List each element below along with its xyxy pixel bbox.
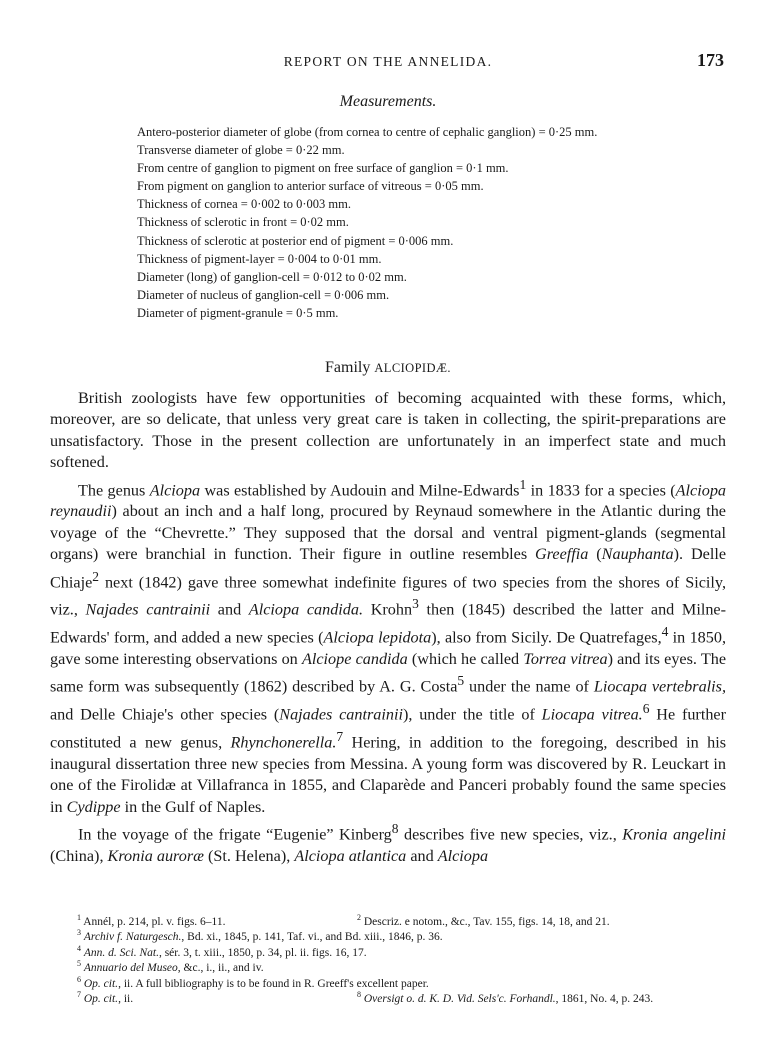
body-text	[50, 388, 726, 867]
footnote-row	[77, 987, 727, 1005]
footnote-7: $^7$ Op. cit., ii.	[77, 989, 134, 1005]
footnote-row	[77, 910, 727, 928]
running-head	[0, 50, 776, 74]
measurement-item: Thickness of cornea = 0·002 to 0·003 mm.	[137, 197, 351, 212]
measurement-item: Thickness of pigment-layer = 0·004 to 0·01 mm.	[137, 251, 382, 266]
page-number: 173	[697, 50, 724, 70]
measurement-item: From centre of ganglion to pigment on free surface of ganglion = 0·1 mm.	[137, 161, 509, 176]
footnote-5: $^5$ Annuario del Museo, &c., i., ii., and iv.	[77, 959, 264, 974]
measurement-item: Diameter (long) of ganglion-cell = 0·012 to 0·02 mm.	[137, 269, 407, 284]
measurements-heading: Measurements.	[339, 93, 437, 110]
footnote-4: $^4$ Ann. d. Sci. Nat., sér. 3, t. xiii., 1850, p. 34, pl. ii. figs. 16, 17.	[77, 943, 367, 959]
paragraph-intro: British zoologists have few opportunities of becoming acquainted with these forms, which, moreover, are so delicate, that unless very great care is taken in collecting, the spirit-preparations are unsatisfactory. Those in the present collection are unfortunately in an imperfect state and much softened.	[50, 389, 726, 472]
footnote-ref: 8	[391, 821, 399, 837]
footnote-ref: 4	[661, 624, 669, 640]
footnote-3: $^3$ Archiv f. Naturgesch., Bd. xi., 1845, p. 141, Taf. vi., and Bd. xiii., 1846, p. 36.	[77, 928, 443, 944]
measurement-item: From pigment on ganglion to anterior surface of vitreous = 0·05 mm.	[137, 179, 484, 194]
footnote-ref: 6	[642, 701, 650, 717]
measurements-list	[137, 123, 737, 322]
footnote-ref: 7	[336, 729, 344, 745]
footnotes	[77, 910, 727, 1005]
measurement-item: Diameter of nucleus of ganglion-cell = 0·006 mm.	[137, 287, 390, 302]
paragraph-genus-history: The genus Alciopa was established by Audouin and Milne-Edwards$^1$ in 1833 for a species (Alciopa reynaudii) about an inch and a half long, procured by Reynaud somewhere in the Atlantic during the voyage of the “Chevrette.” They supposed that the dorsal and ventral pigment-glands (segmental organs) were branchial in function. Their figure in outline resembles Greeffia (Nauphanta). Delle Chiaje$^2$ next (1842) gave three somewhat indefinite figures of two species from the shores of Sicily, viz., Najades cantrainii and Alciopa candida. Krohn$^3$ then (1845) described the latter and Milne-Edwards' form, and added a new species (Alciopa lepidota), also from Sicily. De Quatrefages,$^4$ in 1850, gave some interesting observations on Alciope candida (which he called Torrea vitrea) and its eyes. The same form was subsequently (1862) described by A. G. Costa$^5$ under the name of Liocapa vertebralis, and Delle Chiaje's other species (Najades cantrainii), under the title of Liocapa vitrea.$^6$ He further constituted a new genus, Rhynchonerella.$^7$ Hering, in addition to the foregoing, described in his inaugural dissertation three new species from Messina. A young form was discovered by R. Leuckart in one of the Firolidæ at Villafranca in 1855, and Claparède and Panceri probably found the same species in Cydippe in the Gulf of Naples.	[50, 476, 727, 816]
running-title: REPORT ON THE ANNELIDA.	[283, 54, 493, 69]
footnote-1: $^1$ Annél, p. 214, pl. v. figs. 6–11.	[77, 913, 226, 928]
family-heading	[0, 359, 776, 377]
measurement-item: Antero-posterior diameter of globe (from cornea to centre of cephalic ganglion) = 0·25 mm.	[137, 125, 598, 139]
footnote-ref: 1	[519, 476, 527, 492]
footnote-2: $^2$ Descriz. e notom., &c., Tav. 155, figs. 14, 18, and 21.	[357, 913, 610, 928]
measurement-item: Thickness of sclerotic in front = 0·02 mm.	[137, 215, 349, 230]
measurement-item: Thickness of sclerotic at posterior end of pigment = 0·006 mm.	[137, 233, 454, 248]
measurement-item: Transverse diameter of globe = 0·22 mm.	[137, 143, 345, 158]
family-prefix: Family	[325, 359, 375, 376]
footnote-ref: 3	[412, 596, 419, 612]
paragraph-eugenie-voyage: In the voyage of the frigate “Eugenie” Kinberg$^8$ describes five new species, viz., Kronia angelini (China), Kronia auroræ (St. Helena), Alciopa atlantica and Alciopa	[50, 821, 727, 865]
footnote-ref: 5	[457, 673, 465, 689]
footnote-8: $^8$ Oversigt o. d. K. D. Vid. Sels'c. Forhandl., 1861, No. 4, p. 243.	[357, 989, 654, 1005]
measurement-item: Diameter of pigment-granule = 0·5 mm.	[137, 305, 339, 320]
family-name: ALCIOPIDÆ.	[374, 361, 451, 375]
footnote-6: $^6$ Op. cit., ii. A full bibliography is to be found in R. Greeff's excellent paper.	[77, 974, 429, 990]
footnote-ref: 2	[92, 568, 100, 584]
